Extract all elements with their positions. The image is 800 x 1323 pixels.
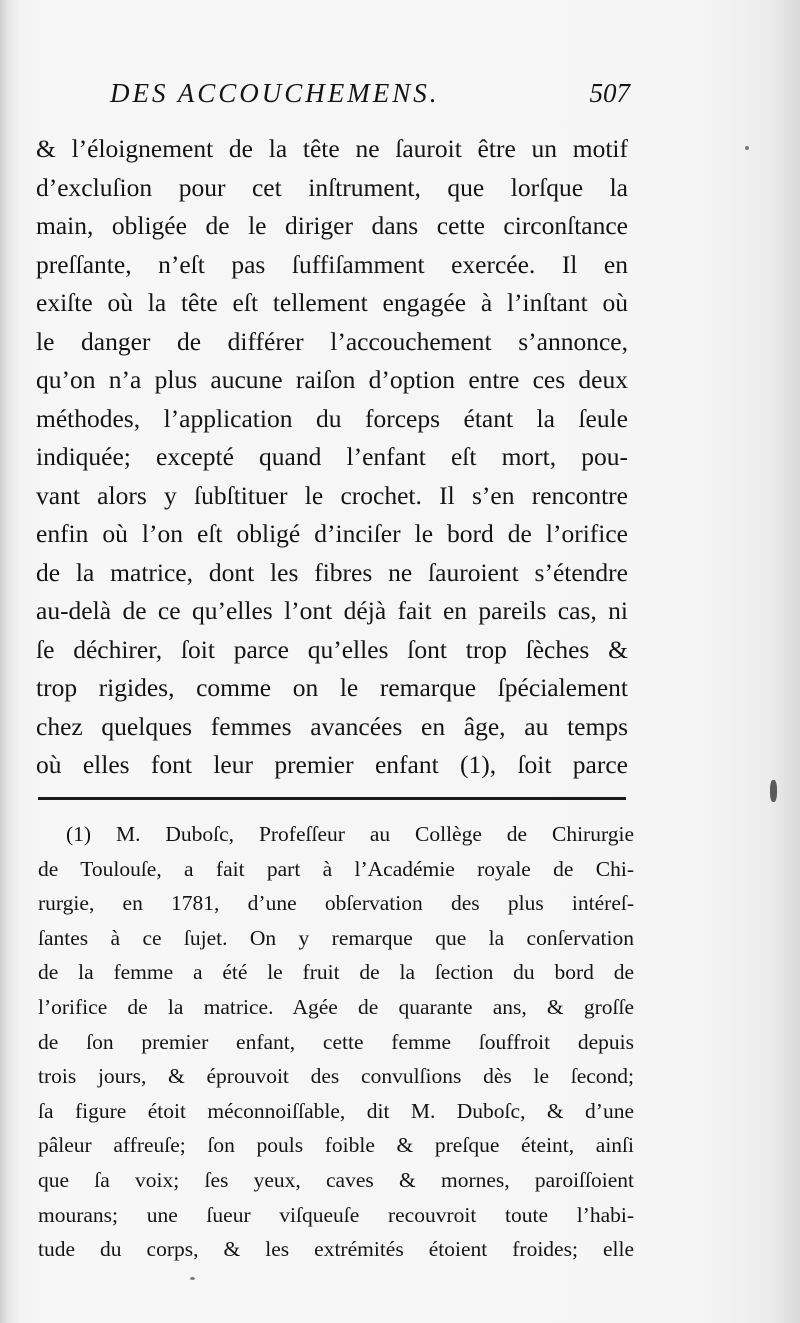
footnote-line: que ſa voix; ſes yeux, caves & mornes, paroiſſoient — [38, 1167, 634, 1192]
paper-speck — [770, 780, 777, 802]
footnote-line: ſantes à ce ſujet. On y remarque que la conſervation — [38, 925, 634, 950]
footnote-line: de Toulouſe, a fait part à l’Académie royale de Chi- — [38, 856, 634, 881]
footnote-line: l’orifice de la matrice. Agée de quarante ans, & groſſe — [38, 994, 634, 1019]
footnote-line: trois jours, & éprouvoit des convulſions dès le ſecond; — [38, 1064, 634, 1089]
text-line: où elles font leur premier enfant (1), ſoit parce — [36, 750, 628, 779]
text-line: enfin où l’on eſt obligé d’inciſer le bord de l’orifice — [36, 519, 628, 548]
running-head: DES ACCOUCHEMENS. — [110, 78, 440, 108]
footnote-line: de la femme a été le fruit de la ſection du bord de — [38, 960, 634, 985]
footnote-line: pâleur affreuſe; ſon pouls foible & preſque éteint, ainſi — [38, 1133, 634, 1158]
footnote-line: de ſon premier enfant, cette femme ſouffroit depuis — [38, 1029, 634, 1054]
footnote — [38, 817, 634, 1267]
text-line: exiſte où la tête eſt tellement engagée à l’inſtant où — [36, 288, 628, 317]
text-line: vant alors y ſubſtituer le crochet. Il s’en rencontre — [36, 480, 628, 510]
text-line: indiquée; excepté quand l’enfant eſt mort, pou- — [36, 442, 628, 471]
footnote-line: tude du corps, & les extrémités étoient froides; elle — [38, 1237, 634, 1262]
text-line: le danger de différer l’accouchement s’annonce, — [36, 326, 628, 356]
text-line: main, obligée de le diriger dans cette circonſtance — [36, 211, 628, 240]
main-text — [36, 130, 628, 785]
paper-speck — [745, 146, 749, 150]
paper-speck — [190, 1277, 195, 1280]
footnote-separator-rule — [38, 797, 626, 800]
text-line: au-delà de ce qu’elles l’ont déjà fait en pareils cas, ni — [36, 596, 628, 625]
text-line: preſſante, n’eſt pas ſuffiſamment exercée. Il en — [36, 249, 628, 279]
text-line: ſe déchirer, ſoit parce qu’elles ſont trop ſèches & — [36, 634, 628, 664]
footnote-line: rurgie, en 1781, d’une obſervation des plus intéreſ- — [38, 891, 634, 916]
text-line: trop rigides, comme on le remarque ſpécialement — [36, 673, 628, 702]
text-line: chez quelques femmes avancées en âge, au temps — [36, 711, 628, 741]
footnote-line: (1) M. Duboſc, Profeſſeur au Collège de Chirurgie — [66, 822, 634, 846]
text-line: qu’on n’a plus aucune raiſon d’option entre ces deux — [36, 365, 628, 394]
footnote-line: ſa figure étoit méconnoiſſable, dit M. Duboſc, & d’une — [38, 1098, 634, 1123]
page-number: 507 — [589, 78, 630, 108]
text-line: de la matrice, dont les fibres ne ſauroient s’étendre — [36, 557, 628, 587]
text-line: d’excluſion pour cet inſtrument, que lorſque la — [36, 172, 628, 202]
text-line: & l’éloignement de la tête ne ſauroit être un motif — [36, 134, 628, 163]
page-header — [110, 78, 630, 122]
text-line: méthodes, l’application du forceps étant la ſeule — [36, 403, 628, 433]
footnote-line: mourans; une ſueur viſqueuſe recouvroit toute l’habi- — [38, 1202, 634, 1227]
